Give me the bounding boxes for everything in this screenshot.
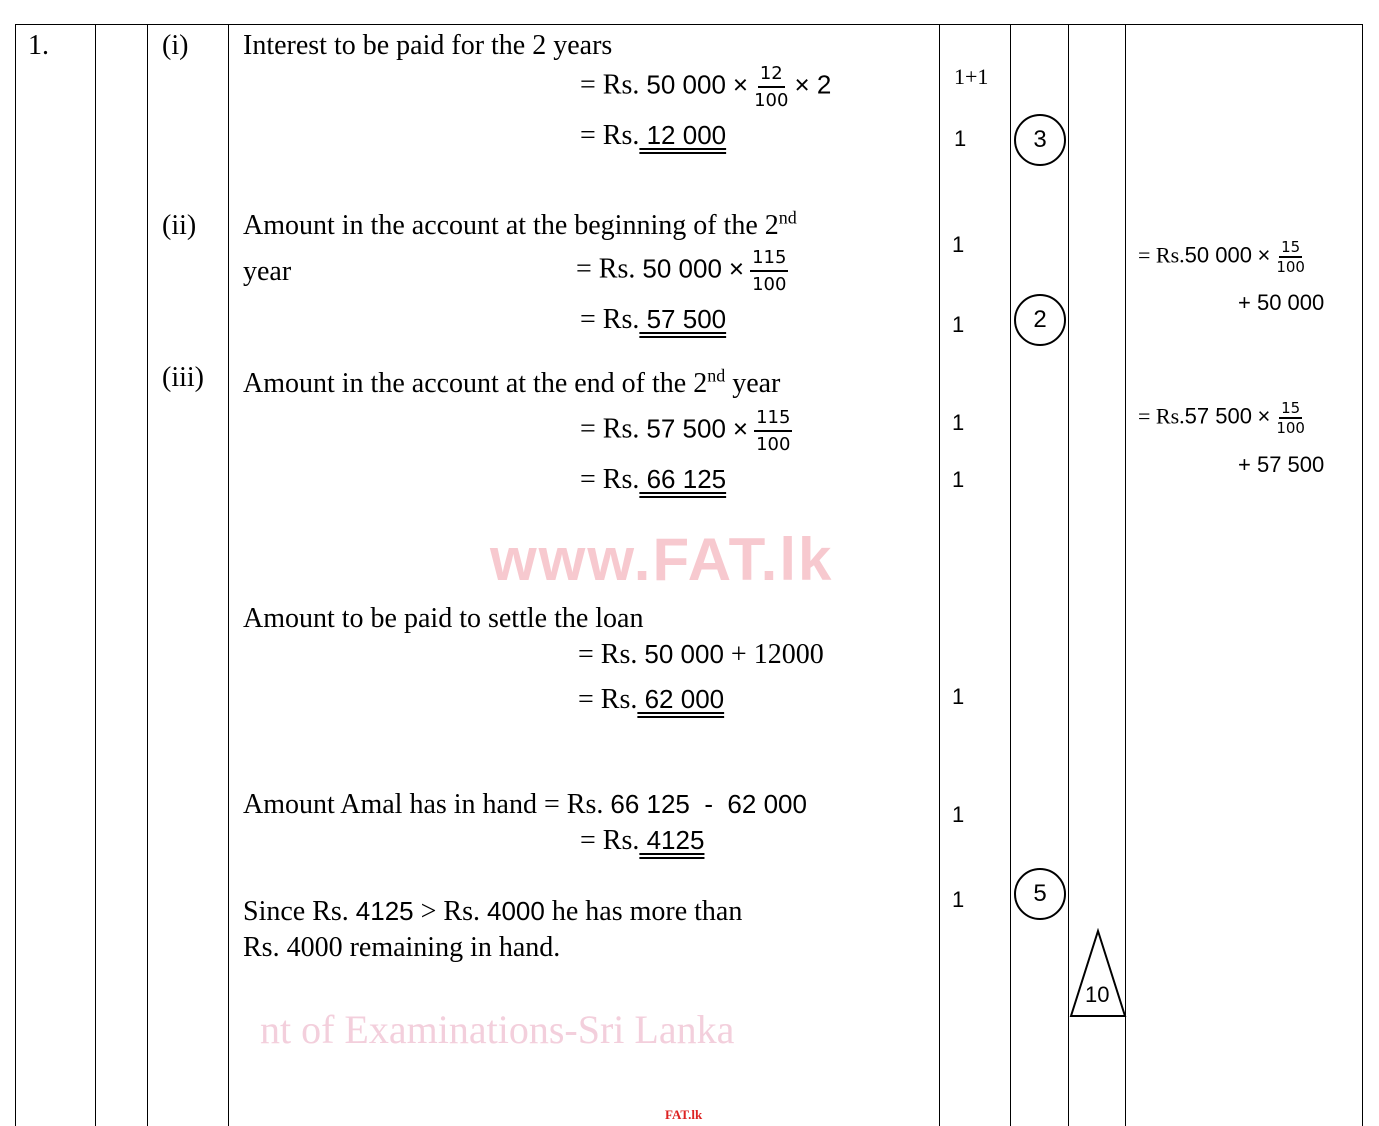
conclusion-line2: Rs. 4000 remaining in hand. bbox=[243, 932, 561, 963]
mark: 1 bbox=[952, 467, 965, 492]
eq-prefix: = Rs. bbox=[580, 825, 640, 856]
value: 66 125 - 62 000 bbox=[610, 789, 807, 819]
value: 50 000 bbox=[646, 69, 726, 100]
eq-prefix: = Rs. bbox=[578, 639, 638, 670]
part-i-result bbox=[580, 122, 726, 150]
loan-heading: Amount to be paid to settle the loan bbox=[243, 603, 644, 634]
mark: 1 bbox=[952, 312, 965, 337]
subtotal-circle: 2 bbox=[1014, 294, 1066, 346]
watermark-diagonal: nt of Examinations-Sri Lanka bbox=[260, 1007, 735, 1052]
part-ii-alternative bbox=[1138, 240, 1311, 275]
result-value: 62 000 bbox=[637, 684, 725, 714]
denominator: 100 bbox=[752, 273, 787, 295]
mark: 1 bbox=[952, 802, 965, 827]
value: 4000 bbox=[487, 896, 545, 926]
times-sign: × bbox=[728, 253, 745, 284]
eq-prefix: = Rs. bbox=[1138, 403, 1185, 429]
part-ii-heading-cont: year bbox=[243, 256, 292, 287]
result-value: 66 125 bbox=[639, 464, 727, 494]
times-sign: × bbox=[732, 413, 749, 444]
question-number: 1. bbox=[28, 30, 49, 61]
value: 50 000 bbox=[644, 639, 724, 669]
numerator: 15 bbox=[1281, 238, 1301, 256]
part-iii-alternative bbox=[1138, 401, 1311, 436]
addend: + 12000 bbox=[730, 639, 824, 670]
subtotal-circle: 5 bbox=[1014, 868, 1066, 920]
eq-prefix: = Rs. bbox=[578, 684, 638, 715]
table-top-border bbox=[15, 24, 1363, 25]
eq-prefix: = Rs. bbox=[580, 304, 640, 335]
denominator: 100 bbox=[1276, 419, 1305, 437]
fraction bbox=[1276, 401, 1305, 436]
loan-result bbox=[578, 686, 724, 714]
numerator: 115 bbox=[754, 408, 792, 432]
text: Since Rs. bbox=[243, 896, 349, 927]
result-value: 57 500 bbox=[639, 304, 727, 334]
part-iii-step1 bbox=[580, 408, 798, 455]
numerator: 12 bbox=[758, 64, 785, 88]
hand-result bbox=[580, 827, 704, 855]
mark: 1 bbox=[954, 126, 967, 151]
part-ii-heading bbox=[243, 207, 797, 241]
mark: 1 bbox=[952, 410, 965, 435]
column-divider bbox=[147, 24, 148, 1126]
times-sign: × bbox=[1257, 242, 1271, 268]
loan-step1 bbox=[578, 641, 824, 669]
value: 50 000 bbox=[1184, 242, 1252, 268]
heading-text: year bbox=[732, 368, 781, 399]
fraction bbox=[1276, 240, 1305, 275]
part-i-step1 bbox=[580, 64, 831, 111]
heading-text: Amount in the account at the end of the 2 bbox=[243, 368, 708, 399]
part-label-iii: (iii) bbox=[162, 362, 204, 393]
column-divider bbox=[1010, 24, 1011, 1126]
grand-total: 10 bbox=[1085, 982, 1110, 1007]
eq-prefix: = Rs. bbox=[580, 413, 640, 445]
column-divider bbox=[95, 24, 96, 1126]
eq-prefix: = Rs. bbox=[580, 464, 640, 495]
column-divider bbox=[15, 24, 16, 1126]
part-iii-heading bbox=[243, 365, 781, 399]
eq-prefix: = Rs. bbox=[1138, 242, 1185, 268]
part-ii-alternative-plus: + 50 000 bbox=[1238, 290, 1325, 315]
part-iii-alternative-plus: + 57 500 bbox=[1238, 452, 1325, 477]
superscript: nd bbox=[778, 207, 797, 228]
eq-prefix: = Rs. bbox=[580, 120, 640, 151]
part-i-heading: Interest to be paid for the 2 years bbox=[243, 30, 613, 61]
column-divider bbox=[1362, 24, 1363, 1126]
denominator: 100 bbox=[1276, 258, 1305, 276]
fraction bbox=[750, 248, 788, 295]
result-value: 12 000 bbox=[639, 120, 727, 150]
eq-prefix: = Rs. bbox=[580, 69, 640, 101]
column-divider bbox=[939, 24, 940, 1126]
mark: 1 bbox=[952, 887, 965, 912]
heading-text: Amount Amal has in hand bbox=[243, 789, 537, 820]
part-label-ii: (ii) bbox=[162, 210, 197, 241]
superscript: nd bbox=[707, 365, 726, 386]
mark: 1 bbox=[952, 232, 965, 257]
value: 4125 bbox=[355, 896, 414, 926]
heading-text: Amount in the account at the beginning of the 2 bbox=[243, 210, 779, 241]
eq-prefix: = Rs. bbox=[543, 789, 604, 820]
part-ii-result bbox=[580, 306, 726, 334]
multiplier: × 2 bbox=[794, 69, 832, 100]
times-sign: × bbox=[732, 69, 749, 100]
conclusion-line1 bbox=[243, 898, 742, 926]
mark: 1+1 bbox=[954, 64, 989, 89]
watermark: www.FAT.lk bbox=[490, 526, 834, 593]
text: he has more than bbox=[551, 896, 743, 927]
column-divider bbox=[228, 24, 229, 1126]
hand-heading bbox=[243, 791, 807, 819]
part-iii-result bbox=[580, 466, 726, 494]
times-sign: × bbox=[1257, 403, 1271, 429]
eq-prefix: = Rs. bbox=[576, 253, 636, 285]
part-ii-step1 bbox=[576, 248, 794, 295]
denominator: 100 bbox=[756, 433, 791, 455]
numerator: 15 bbox=[1281, 399, 1301, 417]
value: 50 000 bbox=[642, 253, 722, 284]
subtotal-circle: 3 bbox=[1014, 114, 1066, 166]
footer-brand: FAT.lk bbox=[665, 1107, 703, 1122]
result-value: 4125 bbox=[639, 825, 705, 855]
text: > Rs. bbox=[420, 896, 480, 927]
fraction bbox=[754, 408, 792, 455]
numerator: 115 bbox=[750, 248, 788, 272]
value: 57 500 bbox=[1184, 403, 1252, 429]
part-label-i: (i) bbox=[162, 30, 189, 61]
value: 57 500 bbox=[646, 413, 726, 444]
fraction bbox=[754, 64, 788, 111]
denominator: 100 bbox=[754, 89, 789, 111]
mark: 1 bbox=[952, 684, 965, 709]
